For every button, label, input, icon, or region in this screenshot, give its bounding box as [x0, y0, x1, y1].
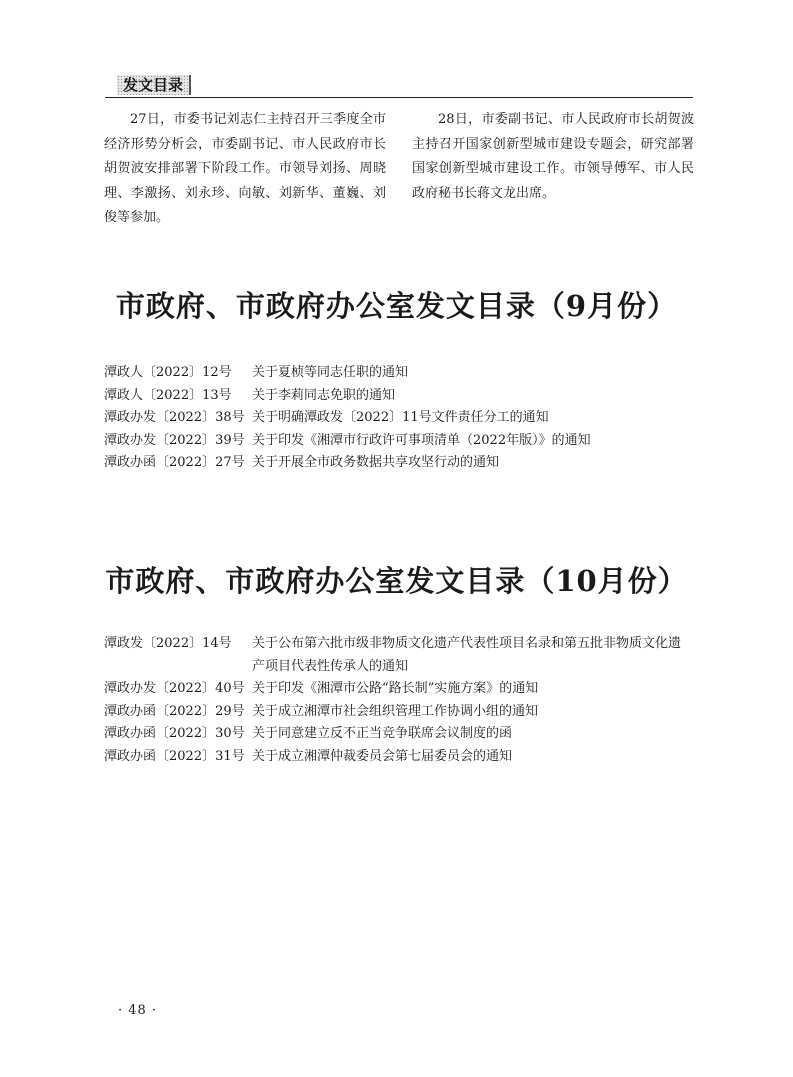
october-document-list: [104, 633, 704, 768]
news-paragraph-right: 28日，市委副书记、市人民政府市长胡贺波主持召开国家创新型城市建设专题会，研究部署国家创新型城市建设工作。市领导傅军、市人民政府秘书长蒋文龙出席。: [412, 112, 694, 201]
document-row: [104, 407, 704, 430]
document-number: 潭政办函〔2022〕29号: [104, 703, 245, 719]
document-row: [104, 430, 704, 453]
october-list-title: 市政府、市政府办公室发文目录（10月份）: [105, 564, 688, 598]
document-title: 关于印发《湘潭市行政许可事项清单（2022年版）》的通知: [252, 432, 591, 448]
document-number: 潭政人〔2022〕12号: [104, 365, 232, 380]
document-title: 关于明确潭政发〔2022〕11号文件责任分工的通知: [252, 410, 549, 425]
document-number: 潭政人〔2022〕13号: [104, 387, 232, 403]
document-number: 潭政办发〔2022〕38号: [104, 410, 245, 425]
document-title: 关于夏桢等同志任职的通知: [252, 365, 409, 380]
document-title: 关于成立湘潭仲裁委员会第七届委员会的通知: [252, 748, 513, 764]
document-number: 潭政办函〔2022〕30号: [104, 726, 245, 741]
document-row: [104, 385, 704, 408]
document-row: [104, 746, 704, 769]
page-number: · 48 ·: [118, 1003, 158, 1018]
september-document-list: [104, 362, 704, 475]
document-title: 关于开展全市政务数据共享攻坚行动的通知: [252, 455, 500, 470]
document-title: 关于公布第六批市级非物质文化遗产代表性项目名录和第五批非物质文化遗产项目代表性传承人的通知: [252, 636, 682, 674]
document-number: 潭政办函〔2022〕31号: [104, 748, 245, 764]
document-title: 关于李莉同志免职的通知: [252, 387, 396, 403]
section-tag: 发文目录: [117, 75, 191, 95]
document-title: 关于印发《湘潭市公路“路长制”实施方案》的通知: [252, 681, 539, 696]
document-number: 潭政办函〔2022〕27号: [104, 455, 245, 470]
document-row: [104, 723, 704, 746]
news-paragraph-left: 27日，市委书记刘志仁主持召开三季度全市经济形势分析会，市委副书记、市人民政府市长胡贺波安排部署下阶段工作。市领导刘扬、周晓理、李激扬、刘永珍、向敏、刘新华、董巍、刘俊等参加。: [104, 112, 386, 225]
document-number: 潭政办发〔2022〕40号: [104, 681, 245, 696]
document-row: [104, 633, 704, 678]
document-number: 潭政发〔2022〕14号: [104, 636, 232, 651]
header-rule: [105, 97, 693, 98]
september-list-title: 市政府、市政府办公室发文目录（9月份）: [115, 289, 678, 323]
document-title: 关于同意建立反不正当竞争联席会议制度的函: [252, 726, 513, 741]
document-row: [104, 452, 704, 475]
document-title: 关于成立湘潭市社会组织管理工作协调小组的通知: [252, 703, 539, 719]
document-number: 潭政办发〔2022〕39号: [104, 432, 245, 448]
document-row: [104, 678, 704, 701]
document-row: [104, 362, 704, 385]
document-row: [104, 701, 704, 724]
